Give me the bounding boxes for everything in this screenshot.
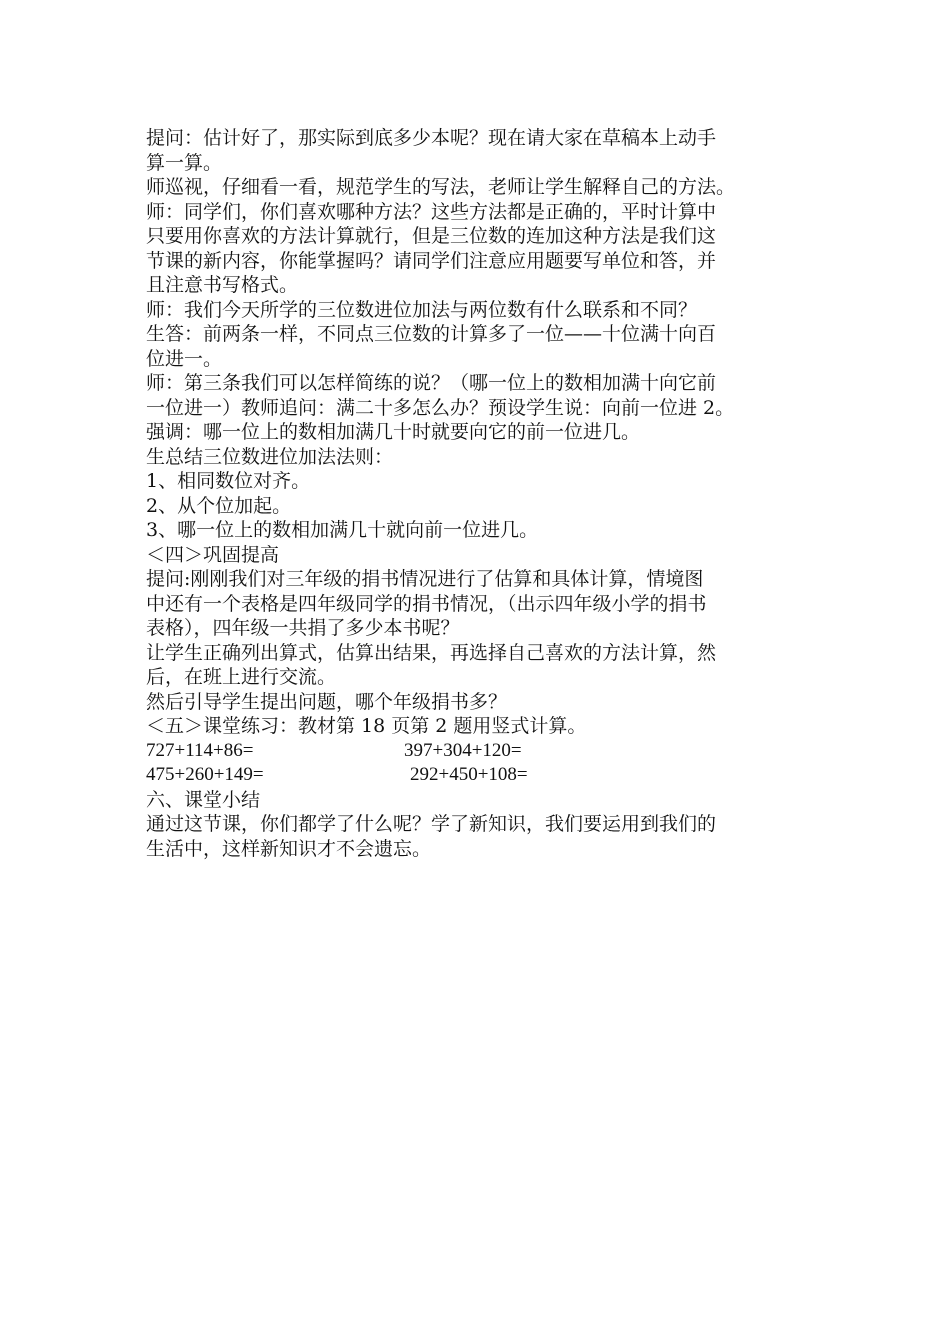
text-line: 师巡视，仔细看一看，规范学生的写法，老师让学生解释自己的方法。 xyxy=(146,176,736,198)
rule-item: 1、相同数位对齐。 xyxy=(146,470,311,492)
text-line: 生活中，这样新知识才不会遗忘。 xyxy=(146,837,432,860)
calculation-expression: 292+450+108= xyxy=(410,764,528,785)
text-line: 只要用你喜欢的方法计算就行，但是三位数的连加这种方法是我们这 xyxy=(146,225,717,247)
text-line: 位进一。 xyxy=(146,347,223,370)
calculation-expression: 727+114+86= xyxy=(146,739,254,761)
text-line: 让学生正确列出算式，估算出结果，再选择自己喜欢的方法计算，然 xyxy=(146,641,717,664)
text-line: 表格），四年级一共捐了多少本书呢？ xyxy=(146,617,460,639)
rule-item: 2、从个位加起。 xyxy=(146,494,292,517)
section-heading: 六、课堂小结 xyxy=(146,788,261,811)
text-line: 中还有一个表格是四年级同学的捐书情况，（出示四年级小学的捐书 xyxy=(146,592,707,615)
text-line: 提问：估计好了，那实际到底多少本呢？现在请大家在草稿本上动手 xyxy=(146,127,717,149)
text-line: 生答：前两条一样，不同点三位数的计算多了一位——十位满十向百 xyxy=(146,323,717,345)
text-line: 师：同学们，你们喜欢哪种方法？这些方法都是正确的，平时计算中 xyxy=(146,200,717,223)
calculation-row xyxy=(146,739,811,764)
text-line: 然后引导学生提出问题，哪个年级捐书多？ xyxy=(146,690,508,713)
text-line: 一位进一）教师追问：满二十多怎么办？预设学生说：向前一位进 2。 xyxy=(146,396,735,419)
text-line: 后，在班上进行交流。 xyxy=(146,666,337,688)
text-line: 师：第三条我们可以怎样简练的说？（哪一位上的数相加满十向它前 xyxy=(146,372,717,394)
text-line: 通过这节课，你们都学了什么呢？学了新知识，我们要运用到我们的 xyxy=(146,813,717,835)
text-line: 生总结三位数进位加法法则： xyxy=(146,445,394,468)
text-line: 提问:刚刚我们对三年级的捐书情况进行了估算和具体计算，情境图 xyxy=(146,568,704,590)
rule-item: 3、哪一位上的数相加满几十就向前一位进几。 xyxy=(146,519,539,541)
calculation-row xyxy=(146,763,811,788)
text-line: 强调：哪一位上的数相加满几十时就要向它的前一位进几。 xyxy=(146,421,641,443)
text-line: 师：我们今天所学的三位数进位加法与两位数有什么联系和不同？ xyxy=(146,298,698,321)
text-line: 节课的新内容，你能掌握吗？请同学们注意应用题要写单位和答，并 xyxy=(146,249,717,272)
section-heading: ＜五＞课堂练习：教材第 18 页第 2 题用竖式计算。 xyxy=(146,715,587,737)
text-line: 且注意书写格式。 xyxy=(146,274,299,296)
document-body xyxy=(146,126,811,861)
text-line: 算一算。 xyxy=(146,151,223,174)
calculation-expression: 475+260+149= xyxy=(146,764,264,785)
calculation-expression: 397+304+120= xyxy=(404,739,522,761)
section-heading: ＜四＞巩固提高 xyxy=(146,543,280,566)
